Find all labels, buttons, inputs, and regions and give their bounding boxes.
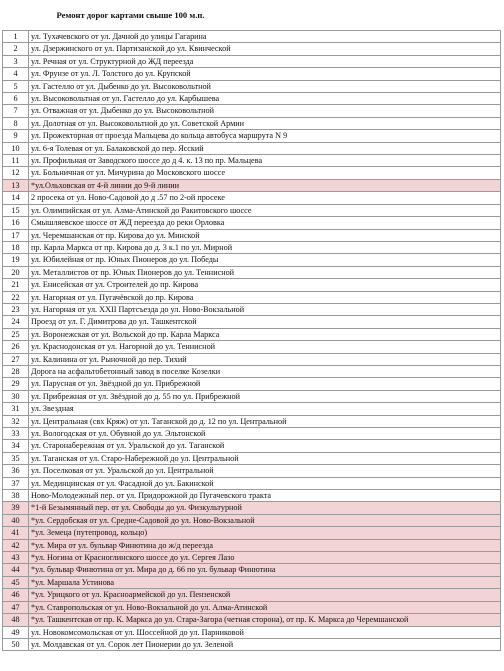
row-number-cell[interactable]: 14: [3, 192, 29, 204]
table-row: [3, 291, 501, 303]
road-description-cell[interactable]: *ул. Мира от ул. бульвар Финютина до ж/д переезда: [29, 539, 501, 551]
table-title[interactable]: Ремонт дорог картами свыше 100 м.п.: [29, 0, 501, 31]
road-description-cell[interactable]: ул. Звездная: [29, 403, 501, 415]
road-description-cell[interactable]: Ново-Молодежный пер. от ул. Придорожной до Пугачевского тракта: [29, 490, 501, 502]
road-description-cell[interactable]: Проезд от ул. Г. Димитрова до ул. Ташкентской: [29, 316, 501, 328]
row-number-cell[interactable]: 2: [3, 43, 29, 55]
table-row: [3, 502, 501, 514]
row-number-cell[interactable]: 37: [3, 477, 29, 489]
row-number-cell[interactable]: 5: [3, 80, 29, 92]
road-description-cell[interactable]: ул. Больничная от ул. Мичурина до Московского шоссе: [29, 167, 501, 179]
table-row: [3, 279, 501, 291]
road-description-cell[interactable]: Дорога на асфальтобетонный завод в поселке Козелки: [29, 365, 501, 377]
road-description-cell[interactable]: ул. Краснодонская от ул. Нагорной до ул. Теннисной: [29, 341, 501, 353]
road-description-cell[interactable]: *ул. Земеца (путепровод, кольцо): [29, 527, 501, 539]
row-number-cell[interactable]: 1: [3, 31, 29, 43]
road-description-cell[interactable]: Смышляевское шоссе от ЖД переезда до реки Орловка: [29, 217, 501, 229]
row-number-cell[interactable]: 45: [3, 576, 29, 588]
row-number-cell[interactable]: 4: [3, 68, 29, 80]
row-number-cell[interactable]: 32: [3, 415, 29, 427]
road-description-cell[interactable]: ул. Прожекторная от проезда Мальцева до кольца автобуса маршрута N 9: [29, 130, 501, 142]
road-description-cell[interactable]: *1-й Безымянный пер. от ул. Свободы до ул. Физкультурной: [29, 502, 501, 514]
table-row: [3, 204, 501, 216]
row-number-cell[interactable]: 31: [3, 403, 29, 415]
road-description-cell[interactable]: *ул. Маршала Устинова: [29, 576, 501, 588]
road-description-cell[interactable]: *ул. Ташкентская от пр. К. Маркса до ул. Стара-Загора (четная сторона), от пр. К. Маркса до Черемшанской: [29, 614, 501, 626]
road-description-cell[interactable]: ул. Олимпийская от ул. Алма-Атинской до Ракитовского шоссе: [29, 204, 501, 216]
road-description-cell[interactable]: *ул. Ставропольская от ул. Ново-Вокзальной до ул. Алма-Атинской: [29, 601, 501, 613]
table-row: [3, 638, 501, 650]
row-number-cell[interactable]: 18: [3, 241, 29, 253]
road-description-cell[interactable]: ул. Нагорная от ул. Пугачёвской до пр. Кирова: [29, 291, 501, 303]
table-row: [3, 527, 501, 539]
road-description-cell[interactable]: ул. Тухачевского от ул. Дачной до улицы Гагарина: [29, 31, 501, 43]
road-description-cell[interactable]: *ул. Урицкого от ул. Красноармейской до ул. Пензенской: [29, 589, 501, 601]
table-row: [3, 341, 501, 353]
road-description-cell[interactable]: ул. Воронежская от ул. Вольской до пр. Карла Маркса: [29, 328, 501, 340]
table-row: [3, 378, 501, 390]
table-row: [3, 539, 501, 551]
row-number-cell[interactable]: 47: [3, 601, 29, 613]
road-description-cell[interactable]: *ул. Ногина от Красноглинского шоссе до ул. Сергея Лазо: [29, 552, 501, 564]
table-row: [3, 266, 501, 278]
row-number-cell[interactable]: 17: [3, 229, 29, 241]
road-description-cell[interactable]: ул. Дзержинского от ул. Партизанской до ул. Квинческой: [29, 43, 501, 55]
row-number-cell[interactable]: 35: [3, 452, 29, 464]
table-row: [3, 229, 501, 241]
table-row: [3, 589, 501, 601]
row-number-cell[interactable]: 22: [3, 291, 29, 303]
row-number-cell[interactable]: 9: [3, 130, 29, 142]
row-number-cell[interactable]: 25: [3, 328, 29, 340]
table-row: [3, 179, 501, 191]
row-number-cell[interactable]: 8: [3, 117, 29, 129]
row-number-cell[interactable]: 27: [3, 353, 29, 365]
table-row: [3, 55, 501, 67]
row-number-cell[interactable]: 39: [3, 502, 29, 514]
road-description-cell[interactable]: ул. 6-я Толевая от ул. Балаковской до пер. Ясский: [29, 142, 501, 154]
row-number-cell[interactable]: 10: [3, 142, 29, 154]
table-row: [3, 217, 501, 229]
table-row: [3, 365, 501, 377]
road-description-cell[interactable]: *ул.Ольховская от 4-й линии до 9-й линии: [29, 179, 501, 191]
table-row: [3, 93, 501, 105]
table-row: [3, 552, 501, 564]
row-number-cell[interactable]: 42: [3, 539, 29, 551]
row-number-cell[interactable]: 40: [3, 514, 29, 526]
row-number-cell[interactable]: 34: [3, 440, 29, 452]
road-description-cell[interactable]: пр. Карла Маркса от пр. Кирова до д. 3 к.1 по ул. Мирной: [29, 241, 501, 253]
road-description-cell[interactable]: ул. Долотная от ул. Высоковольтной до ул. Советской Армии: [29, 117, 501, 129]
road-description-cell[interactable]: ул. Молдавская от ул. Сорок лет Пионерии до ул. Зеленой: [29, 638, 501, 650]
road-description-cell[interactable]: *ул. бульвар Финютина от ул. Мира до д. 66 по ул. бульвар Финютина: [29, 564, 501, 576]
row-number-cell[interactable]: 33: [3, 428, 29, 440]
row-number-cell[interactable]: 6: [3, 93, 29, 105]
row-number-cell[interactable]: 46: [3, 589, 29, 601]
road-description-cell[interactable]: ул. Фрунзе от ул. Л. Толстого до ул. Крупской: [29, 68, 501, 80]
table-row: [3, 601, 501, 613]
row-number-cell[interactable]: 19: [3, 254, 29, 266]
table-row: [3, 415, 501, 427]
row-number-cell[interactable]: 7: [3, 105, 29, 117]
table-row: [3, 192, 501, 204]
table-row: [3, 105, 501, 117]
row-number-cell[interactable]: 44: [3, 564, 29, 576]
row-number-cell[interactable]: 15: [3, 204, 29, 216]
road-description-cell[interactable]: ул. Металлистов от пр. Юных Пионеров до ул. Теннисной: [29, 266, 501, 278]
road-description-cell[interactable]: ул. Вологодская от ул. Обувной до ул. Эльтонской: [29, 428, 501, 440]
row-number-cell[interactable]: 50: [3, 638, 29, 650]
table-row: [3, 626, 501, 638]
table-row: [3, 254, 501, 266]
table-row: [3, 490, 501, 502]
row-number-cell[interactable]: 29: [3, 378, 29, 390]
road-description-cell[interactable]: ул. Таганская от ул. Старо-Набережной до ул. Центральной: [29, 452, 501, 464]
road-description-cell[interactable]: ул. Прибрежная от ул. Звёздной до д. 55 по ул. Прибрежной: [29, 390, 501, 402]
road-description-cell[interactable]: ул. Черемшанская от пр. Кирова до ул. Минской: [29, 229, 501, 241]
row-number-cell[interactable]: 11: [3, 155, 29, 167]
road-repair-table: [2, 0, 501, 651]
table-row: [3, 465, 501, 477]
table-row: [3, 117, 501, 129]
row-number-cell[interactable]: 13: [3, 179, 29, 191]
road-description-cell[interactable]: ул. Калинина от ул. Рыночной до пер. Тихий: [29, 353, 501, 365]
road-description-cell[interactable]: 2 просека от ул. Ново-Садовой до д .57 по 2-ой просеке: [29, 192, 501, 204]
road-description-cell[interactable]: ул. Парусная от ул. Звёздной до ул. Прибрежной: [29, 378, 501, 390]
table-row: [3, 390, 501, 402]
table-row: [3, 80, 501, 92]
road-description-cell[interactable]: ул. Нагорная от ул. XXII Партсъезда до ул. Ново-Вокзальной: [29, 303, 501, 315]
table-row: [3, 576, 501, 588]
table-row: [3, 241, 501, 253]
row-number-cell[interactable]: 21: [3, 279, 29, 291]
table-row: [3, 68, 501, 80]
road-description-cell[interactable]: ул. Гастелло от ул. Дыбенко до ул. Высоковольтной: [29, 80, 501, 92]
row-number-cell[interactable]: 49: [3, 626, 29, 638]
table-row: [3, 43, 501, 55]
header-number-cell[interactable]: [3, 0, 29, 31]
row-number-cell[interactable]: 20: [3, 266, 29, 278]
row-number-cell[interactable]: 23: [3, 303, 29, 315]
table-row: [3, 564, 501, 576]
row-number-cell[interactable]: 3: [3, 55, 29, 67]
road-description-cell[interactable]: ул. Енисейская от ул. Строителей до пр. Кирова: [29, 279, 501, 291]
row-number-cell[interactable]: 16: [3, 217, 29, 229]
row-number-cell[interactable]: 30: [3, 390, 29, 402]
road-description-cell[interactable]: ул. Речная от ул. Структурной до ЖД переезда: [29, 55, 501, 67]
road-description-cell[interactable]: ул. Юбилейная от пр. Юных Пионеров до ул. Победы: [29, 254, 501, 266]
table-row: [3, 428, 501, 440]
table-row: [3, 477, 501, 489]
road-description-cell[interactable]: ул. Мединцинская от ул. Фасадной до ул. Бакинской: [29, 477, 501, 489]
road-description-cell[interactable]: ул. Отважная от ул. Дыбенко до ул. Высоковольтной: [29, 105, 501, 117]
table-row: [3, 514, 501, 526]
table-row: [3, 353, 501, 365]
table-row: [3, 328, 501, 340]
row-number-cell[interactable]: 41: [3, 527, 29, 539]
road-description-cell[interactable]: ул. Старонабережная от ул. Уральской до ул. Таганской: [29, 440, 501, 452]
row-number-cell[interactable]: 36: [3, 465, 29, 477]
table-row: [3, 614, 501, 626]
table-row: [3, 142, 501, 154]
table-row: [3, 31, 501, 43]
road-description-cell[interactable]: ул. Профильная от Заводского шоссе до д 4. к. 13 по пр. Мальцева: [29, 155, 501, 167]
table-row: [3, 403, 501, 415]
table-row: [3, 155, 501, 167]
table-row: [3, 130, 501, 142]
road-description-cell[interactable]: *ул. Сердобская от ул. Средне-Садовой до ул. Ново-Вокзальной: [29, 514, 501, 526]
row-number-cell[interactable]: 38: [3, 490, 29, 502]
row-number-cell[interactable]: 48: [3, 614, 29, 626]
road-description-cell[interactable]: ул. Высоковольтная от ул. Гастелло до ул. Карбышева: [29, 93, 501, 105]
road-description-cell[interactable]: ул. Новокомсомольская от ул. Шоссейной до ул. Парниковой: [29, 626, 501, 638]
row-number-cell[interactable]: 12: [3, 167, 29, 179]
road-description-cell[interactable]: ул. Поселковая от ул. Уральской до ул. Центральной: [29, 465, 501, 477]
table-header-row: [3, 0, 501, 31]
row-number-cell[interactable]: 28: [3, 365, 29, 377]
table-row: [3, 303, 501, 315]
road-description-cell[interactable]: ул. Центральная (свх Кряж) от ул. Таганской до д. 12 по ул. Центральной: [29, 415, 501, 427]
table-row: [3, 167, 501, 179]
table-row: [3, 452, 501, 464]
row-number-cell[interactable]: 43: [3, 552, 29, 564]
table-row: [3, 316, 501, 328]
table-row: [3, 440, 501, 452]
row-number-cell[interactable]: 24: [3, 316, 29, 328]
row-number-cell[interactable]: 26: [3, 341, 29, 353]
